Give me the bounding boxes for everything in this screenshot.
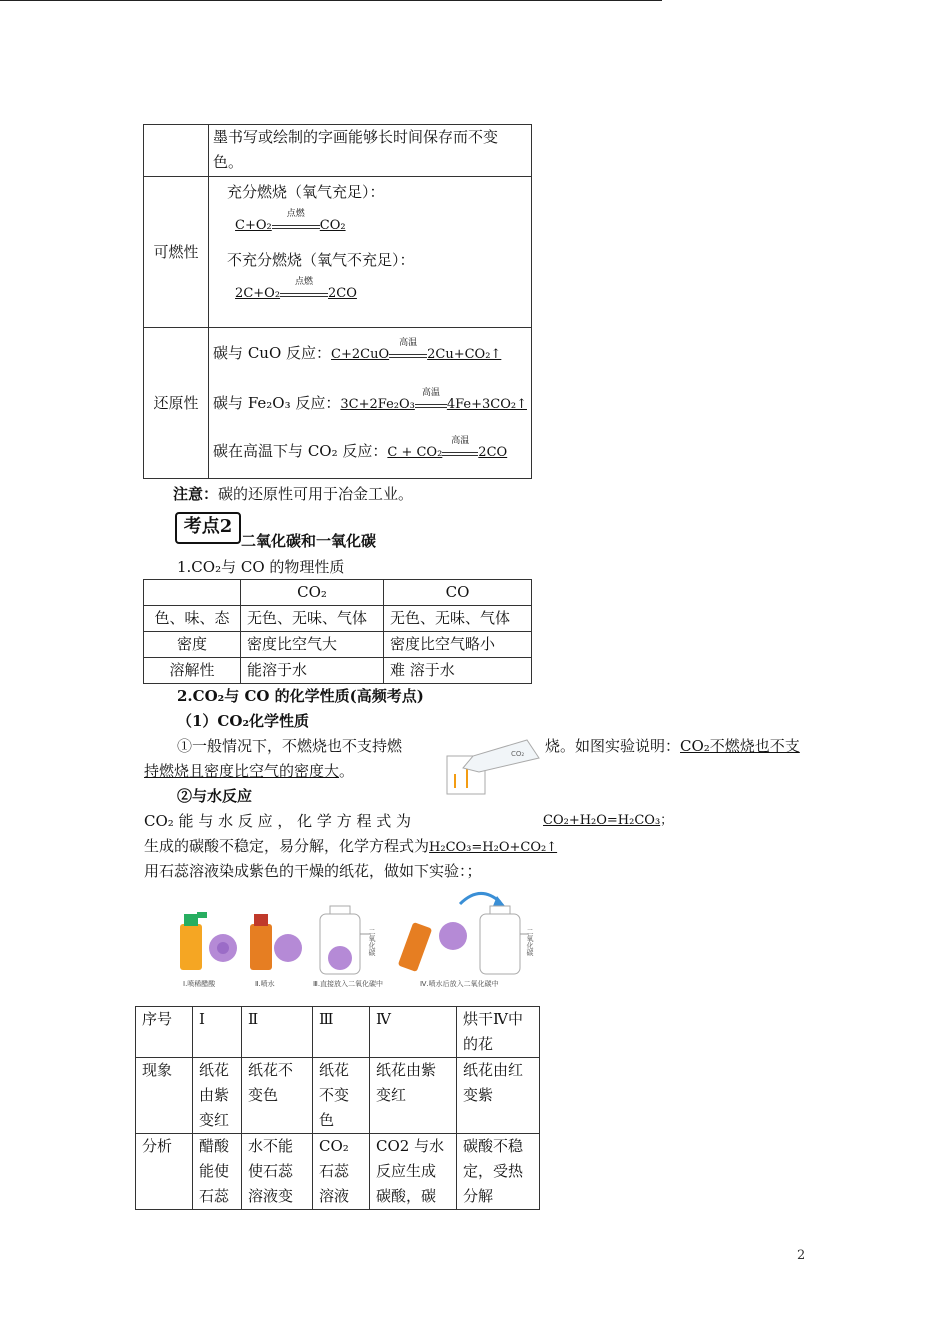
table1-reduction-cell — [209, 328, 532, 479]
table1-label-reducibility: 还原性 — [144, 328, 209, 479]
table1-label-combustibility: 可燃性 — [144, 177, 209, 328]
subheading-physical: 1.CO₂与 CO 的物理性质 — [177, 558, 345, 576]
equation-full-combustion: C+O₂ 点燃 CO₂ — [235, 209, 346, 233]
subheading-chemical: 2.CO₂与 CO 的化学性质(高频考点) — [177, 687, 424, 705]
topic-badge: 考点2 — [175, 512, 241, 544]
t2-r0c1: 无色、无味、气体 — [241, 606, 384, 632]
flower-icon — [439, 922, 467, 950]
spray-bottle-icon — [250, 924, 272, 970]
t2-h2: CO — [384, 580, 532, 606]
t2-r2c0: 溶解性 — [144, 658, 241, 684]
svg-text:二氧化碳: 二氧化碳 — [368, 928, 376, 956]
t2-r1c0: 密度 — [144, 632, 241, 658]
t3-r1c1: 纸花由紫变红 — [193, 1058, 242, 1134]
t2-r0c0: 色、味、态 — [144, 606, 241, 632]
t2-r2c1: 能溶于水 — [241, 658, 384, 684]
subheading-co2-chemical: （1）CO₂化学性质 — [177, 712, 310, 730]
caption-3: Ⅲ.直接放入二氧化碳中 — [313, 980, 384, 988]
reaction-cuo: 碳与 CuO 反应：C+2CuO 高温 2Cu+CO₂↑ — [213, 338, 502, 362]
note: 注意：碳的还原性可用于冶金工业。 — [173, 485, 414, 503]
equation-co2-water: CO₂+H₂O=H₂CO₃； — [543, 813, 674, 828]
table1-empty-cell — [144, 125, 209, 177]
table1-row0-text: 墨书写或绘制的字画能够长时间保存而不变色。 — [209, 125, 532, 177]
t3-r2c4: CO2 与水反应生成碳酸，碳 — [370, 1134, 457, 1210]
page-number: 2 — [797, 1248, 806, 1263]
t3-h1: Ⅰ — [193, 1007, 242, 1058]
t3-r2c1: 醋酸能使石蕊 — [193, 1134, 242, 1210]
full-combustion-label: 充分燃烧（氧气充足）： — [227, 183, 385, 201]
t3-r1c5: 纸花由红变紫 — [457, 1058, 540, 1134]
paragraph-1c: 持燃烧且密度比空气的密度大。 — [144, 762, 355, 780]
equation-partial-combustion: 2C+O₂ 点燃 2CO — [235, 277, 357, 301]
caption-2: Ⅱ.喷水 — [255, 980, 275, 988]
t3-h2: Ⅱ — [242, 1007, 313, 1058]
t2-h0 — [144, 580, 241, 606]
table1-combustion-cell — [209, 177, 532, 328]
t3-r2c3: CO₂石蕊溶液 — [313, 1134, 370, 1210]
t3-r1c0: 现象 — [136, 1058, 193, 1134]
paragraph-2c: 用石蕊溶液染成紫色的干燥的纸花，做如下实验：； — [144, 862, 482, 880]
t2-h1: CO₂ — [241, 580, 384, 606]
paragraph-1b: 烧。如图实验说明：CO₂不燃烧也不支 — [545, 737, 800, 755]
beaker-candle-illustration — [443, 738, 543, 798]
paragraph-2b: 生成的碳酸不稳定，易分解，化学方程式为H₂CO₃=H₂O+CO₂↑ — [144, 837, 558, 855]
section-title: 二氧化碳和一氧化碳 — [241, 532, 377, 550]
t3-h3: Ⅲ — [313, 1007, 370, 1058]
t2-r1c1: 密度比空气大 — [241, 632, 384, 658]
flower-icon — [274, 934, 302, 962]
t3-h4: Ⅳ — [370, 1007, 457, 1058]
header-rule — [0, 0, 662, 1]
caption-1: Ⅰ.喷稀醋酸 — [183, 980, 216, 988]
t3-r2c2: 水不能使石蕊溶液变 — [242, 1134, 313, 1210]
t3-h0: 序号 — [136, 1007, 193, 1058]
t3-h5: 烘干Ⅳ中的花 — [457, 1007, 540, 1058]
paragraph-1a: ①一般情况下，不燃烧也不支持燃 — [177, 737, 403, 755]
t3-r1c2: 纸花不变色 — [242, 1058, 313, 1134]
reaction-co2: 碳在高温下与 CO₂ 反应：C + CO₂ 高温 2CO — [213, 436, 508, 460]
water-reaction-title: ②与水反应 — [177, 787, 253, 805]
partial-combustion-label: 不充分燃烧（氧气不充足）： — [227, 251, 415, 269]
physical-properties-table — [143, 579, 532, 684]
litmus-flower-experiment-illustration — [175, 884, 540, 994]
svg-text:CO₂: CO₂ — [511, 750, 525, 758]
svg-text:二氧化碳: 二氧化碳 — [526, 928, 534, 956]
t2-r2c2: 难 溶于水 — [384, 658, 532, 684]
t3-r2c0: 分析 — [136, 1134, 193, 1210]
spray-bottle-icon — [180, 924, 202, 970]
experiment-table — [135, 1006, 540, 1210]
caption-4: Ⅳ.喷水后放入二氧化碳中 — [420, 980, 499, 988]
gas-bottle-icon — [480, 914, 520, 974]
t2-r1c2: 密度比空气略小 — [384, 632, 532, 658]
t3-r1c4: 纸花由紫变红 — [370, 1058, 457, 1134]
reaction-fe2o3: 碳与 Fe₂O₃ 反应：3C+2Fe₂O₃ 高温 4Fe+3CO₂↑ — [213, 388, 527, 412]
t3-r1c3: 纸花不变色 — [313, 1058, 370, 1134]
t3-r2c5: 碳酸不稳定，受热分解 — [457, 1134, 540, 1210]
paragraph-2a: CO₂ 能 与 水 反 应 ， 化 学 方 程 式 为 — [144, 812, 412, 830]
t2-r0c2: 无色、无味、气体 — [384, 606, 532, 632]
carbon-properties-table — [143, 124, 532, 479]
